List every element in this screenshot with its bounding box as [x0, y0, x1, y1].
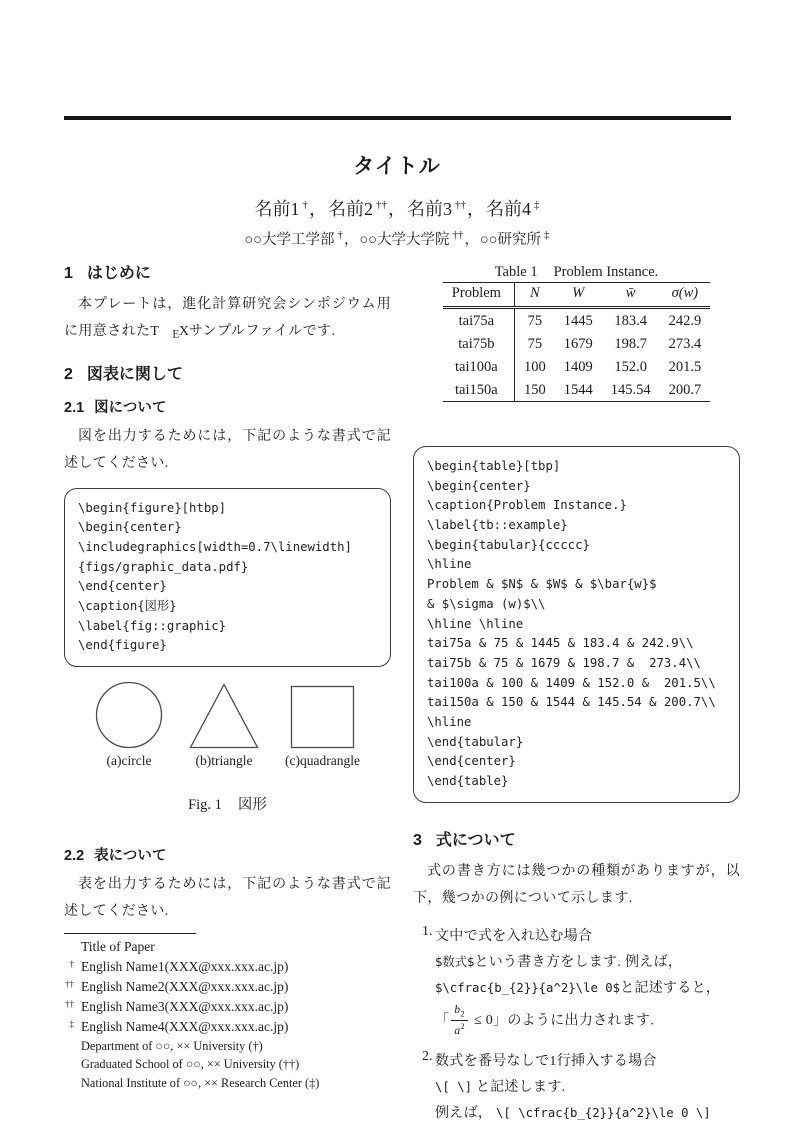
affiliation-line — [0, 228, 794, 249]
author-4: 名前4 ‡ — [486, 199, 540, 219]
figure-circle — [95, 681, 163, 769]
list-item-2-line-2 — [435, 1075, 740, 1101]
affiliation-separator: ， — [343, 232, 359, 248]
section-2-heading — [64, 361, 391, 384]
footnote-block — [64, 933, 399, 1092]
author-4-marker: ‡ — [534, 199, 540, 211]
code-line: \hline \hline — [427, 616, 524, 631]
paragraph-text: サンプルファイルです. — [188, 323, 336, 339]
code-line: \begin{center} — [78, 520, 182, 535]
section-2-2-number: 2.2 — [64, 848, 85, 864]
table-cell: tai75b — [443, 332, 515, 355]
footnote-author-1-text: English Name1(XXX@xxx.xxx.ac.jp) — [81, 959, 289, 974]
figure-quadrangle — [285, 683, 360, 769]
section-2-2-title: 表について — [94, 848, 167, 864]
footnote-author-4-text: English Name4(XXX@xxx.xxx.ac.jp) — [81, 1018, 289, 1034]
code-line: tai150a & 150 & 1544 & 145.54 & 200.7\\ — [427, 695, 716, 710]
paper-title: タイトル — [353, 155, 441, 178]
code-line: \hline — [427, 714, 472, 729]
author-1-marker: † — [302, 199, 308, 211]
table-header — [443, 283, 710, 308]
section-1-number: 1 — [64, 265, 73, 282]
list-item-2-number: 2. — [422, 1049, 433, 1065]
affiliation-1: ○○大学工学部 † — [244, 229, 343, 248]
section-2-number: 2 — [64, 365, 73, 383]
fraction — [451, 1004, 468, 1038]
figure-1-caption-tag: Fig. 1 — [188, 797, 222, 813]
tex-logo: T EX — [150, 323, 189, 341]
problem-instance-table — [443, 282, 710, 402]
table-cell: 1445 — [563, 313, 593, 329]
footnote-author-3-text: English Name3(XXX@xxx.xxx.ac.jp) — [81, 998, 289, 1014]
code-line: \begin{table}[tbp] — [427, 459, 561, 473]
list-item-2-line-3 — [435, 1101, 740, 1123]
table-cell: 152.0 — [614, 359, 647, 375]
column-header-sigma: σ(w) — [660, 283, 711, 308]
code-line: \begin{figure}[htbp] — [78, 500, 227, 515]
relation: ≤ 0 — [473, 1013, 494, 1029]
table-cell: 1679 — [563, 336, 593, 352]
code-line: tai75a & 75 & 1445 & 183.4 & 242.9\\ — [427, 636, 694, 651]
figure-1-shapes — [64, 681, 391, 769]
author-2: 名前2 †† — [328, 199, 387, 219]
figure-1-caption — [64, 793, 391, 814]
table-cell: 201.5 — [668, 359, 702, 375]
table-cell: 200.7 — [668, 382, 702, 398]
footnote-author-4 — [64, 1017, 399, 1037]
column-header-n: N — [514, 283, 554, 308]
code-line: \includegraphics[width=0.7\linewidth] — [78, 539, 352, 554]
code-line: \label{tb::example} — [427, 518, 568, 533]
inline-code: \[ \cfrac{b_{2}}{a^2}\le 0 \] — [496, 1106, 711, 1120]
code-line: \caption{図形} — [78, 598, 177, 613]
section-2-1-title: 図について — [94, 399, 167, 416]
figure-circle-label: (a)circle — [106, 753, 152, 768]
fraction-denominator: $a^2$ — [454, 1021, 465, 1037]
column-header-w: W — [555, 283, 602, 308]
list-item-2 — [413, 1049, 740, 1123]
table-body — [443, 308, 710, 402]
table-cell: 242.9 — [668, 313, 702, 329]
footnote-author-3 — [64, 997, 399, 1017]
table-cell: 198.7 — [614, 336, 647, 352]
code-line: \end{center} — [427, 754, 516, 769]
table-cell: 1544 — [563, 382, 593, 398]
quote-close-text: 」のように出力されます. — [493, 1013, 655, 1029]
affiliation-3-marker: ‡ — [544, 229, 550, 242]
section-2-1-heading — [64, 396, 391, 417]
left-column — [64, 260, 391, 936]
footnote-author-1 — [64, 957, 399, 977]
table-row — [443, 355, 710, 378]
footnote-rule — [64, 933, 196, 934]
table-cell: tai100a — [443, 355, 515, 378]
header-rule — [64, 116, 731, 120]
list-item-1-line-1: 文中で式を入れ込む場合 — [435, 929, 593, 945]
footnote-author-1-marker: † — [69, 959, 74, 969]
section-1-title: はじめに — [86, 265, 151, 282]
table-1-caption-text: Problem Instance. — [553, 264, 659, 280]
table-cell: 75 — [527, 336, 543, 352]
affiliation-3: ○○研究所 ‡ — [480, 229, 550, 248]
code-line: \begin{tabular}{ccccc} — [427, 537, 590, 552]
table-1-caption-tag: Table 1 — [494, 264, 538, 280]
section-1-paragraph — [64, 292, 391, 346]
list-item-1-line-3 — [435, 976, 740, 1002]
code-line: \label{fig::graphic} — [78, 618, 227, 633]
table-cell: 1409 — [563, 359, 593, 375]
footnote-author-3-marker: †† — [65, 998, 74, 1009]
section-3-title: 式について — [435, 831, 516, 849]
code-line: & $\sigma (w)$\\ — [427, 596, 546, 611]
author-1: 名前1 † — [254, 199, 308, 219]
list-item-1-line-2-text: という書き方をします. 例えば， — [474, 955, 683, 971]
affiliation-1-marker: † — [337, 229, 343, 242]
table-cell: 183.4 — [614, 313, 647, 329]
latex-figure-code-block — [64, 488, 391, 668]
table-cell: 150 — [523, 382, 546, 398]
table-header-row — [443, 283, 710, 308]
inline-code: $\cfrac{b_{2}}{a^2}\le 0$ — [435, 981, 621, 996]
code-line: tai75b & 75 & 1679 & 198.7 & 273.4\\ — [427, 655, 701, 670]
figure-1-caption-text: 図形 — [237, 797, 267, 813]
author-separator: ， — [388, 199, 406, 219]
table-cell: tai150a — [443, 378, 515, 402]
section-2-1-number: 2.1 — [64, 399, 85, 416]
paper-header — [0, 150, 794, 249]
author-2-marker: †† — [376, 199, 387, 211]
section-3-number: 3 — [413, 831, 422, 849]
section-2-1-paragraph: 図を出力するためには，下記のような書式で記述してください. — [64, 428, 391, 471]
footnote-paper-title: Title of Paper — [81, 939, 155, 954]
table-row — [443, 308, 710, 333]
figure-quadrangle-label: (c)quadrangle — [285, 753, 360, 768]
author-separator: ， — [467, 199, 485, 219]
code-line: tai100a & 100 & 1409 & 152.0 & 201.5\\ — [427, 675, 716, 690]
table-cell: 273.4 — [668, 336, 702, 352]
footnote-affiliation-3: National Institute of ○○, ×× Research Center (‡) — [81, 1075, 320, 1090]
table-cell: 145.54 — [610, 382, 651, 398]
table-cell: 100 — [523, 359, 546, 375]
code-line: \caption{Problem Instance.} — [427, 498, 627, 513]
list-item-1-number: 1. — [422, 924, 433, 940]
footnote-affiliation-1: Department of ○○, ×× University (†) — [81, 1038, 263, 1053]
section-2-2-heading — [64, 844, 391, 865]
section-2-title: 図表に関して — [86, 365, 183, 383]
inline-code: $数式$ — [435, 955, 475, 970]
paragraph-text: 本プレートは，進化計算研究会シンポジウム用に用意された — [64, 297, 391, 339]
list-item-2-line-3-text: 例えば， — [435, 1106, 496, 1121]
quote-open: 「 — [435, 1013, 450, 1029]
code-line: {figs/graphic_data.pdf} — [78, 559, 249, 574]
figure-triangle — [189, 683, 259, 769]
latex-table-code-block — [413, 446, 740, 803]
author-line — [0, 195, 794, 221]
list-item-1-line-3-text: と記述すると， — [620, 981, 721, 997]
code-line: \end{figure} — [78, 638, 167, 653]
rendered-formula-line — [435, 1004, 740, 1038]
list-item-2-body — [435, 1049, 740, 1123]
table-cell: tai75a — [443, 308, 515, 333]
list-item-2-line-1: 数式を番号なしで1行挿入する場合 — [435, 1054, 657, 1070]
code-line: \end{center} — [78, 579, 167, 594]
footnote-author-2 — [64, 977, 399, 997]
fraction-numerator: $b_2$ — [451, 1004, 468, 1021]
author-separator: ， — [309, 199, 327, 219]
code-line: Problem & $N$ & $W$ & $\bar{w}$ — [427, 577, 657, 592]
column-header-problem: Problem — [443, 283, 515, 308]
equation-example-list — [413, 924, 740, 1123]
code-line: \end{tabular} — [427, 734, 524, 749]
triangle-shape — [189, 683, 259, 749]
affiliation-2-marker: †† — [452, 229, 464, 242]
figure-triangle-label: (b)triangle — [195, 753, 253, 768]
list-item-1 — [413, 924, 740, 1038]
footnote-author-2-text: English Name2(XXX@xxx.xxx.ac.jp) — [81, 978, 289, 994]
quadrangle-shape — [290, 683, 356, 749]
footnote-affiliation-2: Graduated School of ○○, ×× University (††) — [81, 1057, 300, 1072]
footnote-author-2-marker: †† — [65, 978, 74, 989]
list-item-1-line-2 — [435, 950, 740, 976]
table-row — [443, 332, 710, 355]
code-line: \begin{center} — [427, 478, 531, 493]
affiliation-2: ○○大学大学院 †† — [359, 229, 464, 248]
list-item-2-line-2-text: と記述します. — [472, 1080, 566, 1096]
footnote-author-4-marker: ‡ — [69, 1018, 74, 1029]
column-header-wbar: w̄ — [602, 283, 660, 308]
section-1-heading — [64, 260, 391, 283]
inline-code: \[ \] — [435, 1080, 473, 1095]
section-3-paragraph: 式の書き方には幾つかの種類がありますが，以下，幾つかの例について示します. — [413, 863, 740, 906]
code-line: \hline — [427, 557, 472, 572]
section-2-2-paragraph: 表を出力するためには，下記のような書式で記述してください. — [64, 877, 391, 919]
table-cell: 75 — [527, 313, 543, 329]
table-row — [443, 378, 710, 402]
code-line: \end{table} — [427, 774, 509, 788]
right-column — [413, 258, 740, 1123]
author-3: 名前3 †† — [407, 199, 466, 219]
circle-shape — [95, 681, 163, 749]
author-3-marker: †† — [455, 199, 466, 211]
section-3-heading — [413, 827, 740, 850]
affiliation-separator: ， — [464, 232, 480, 248]
table-1-caption — [413, 264, 740, 281]
list-item-1-body — [435, 924, 740, 1038]
